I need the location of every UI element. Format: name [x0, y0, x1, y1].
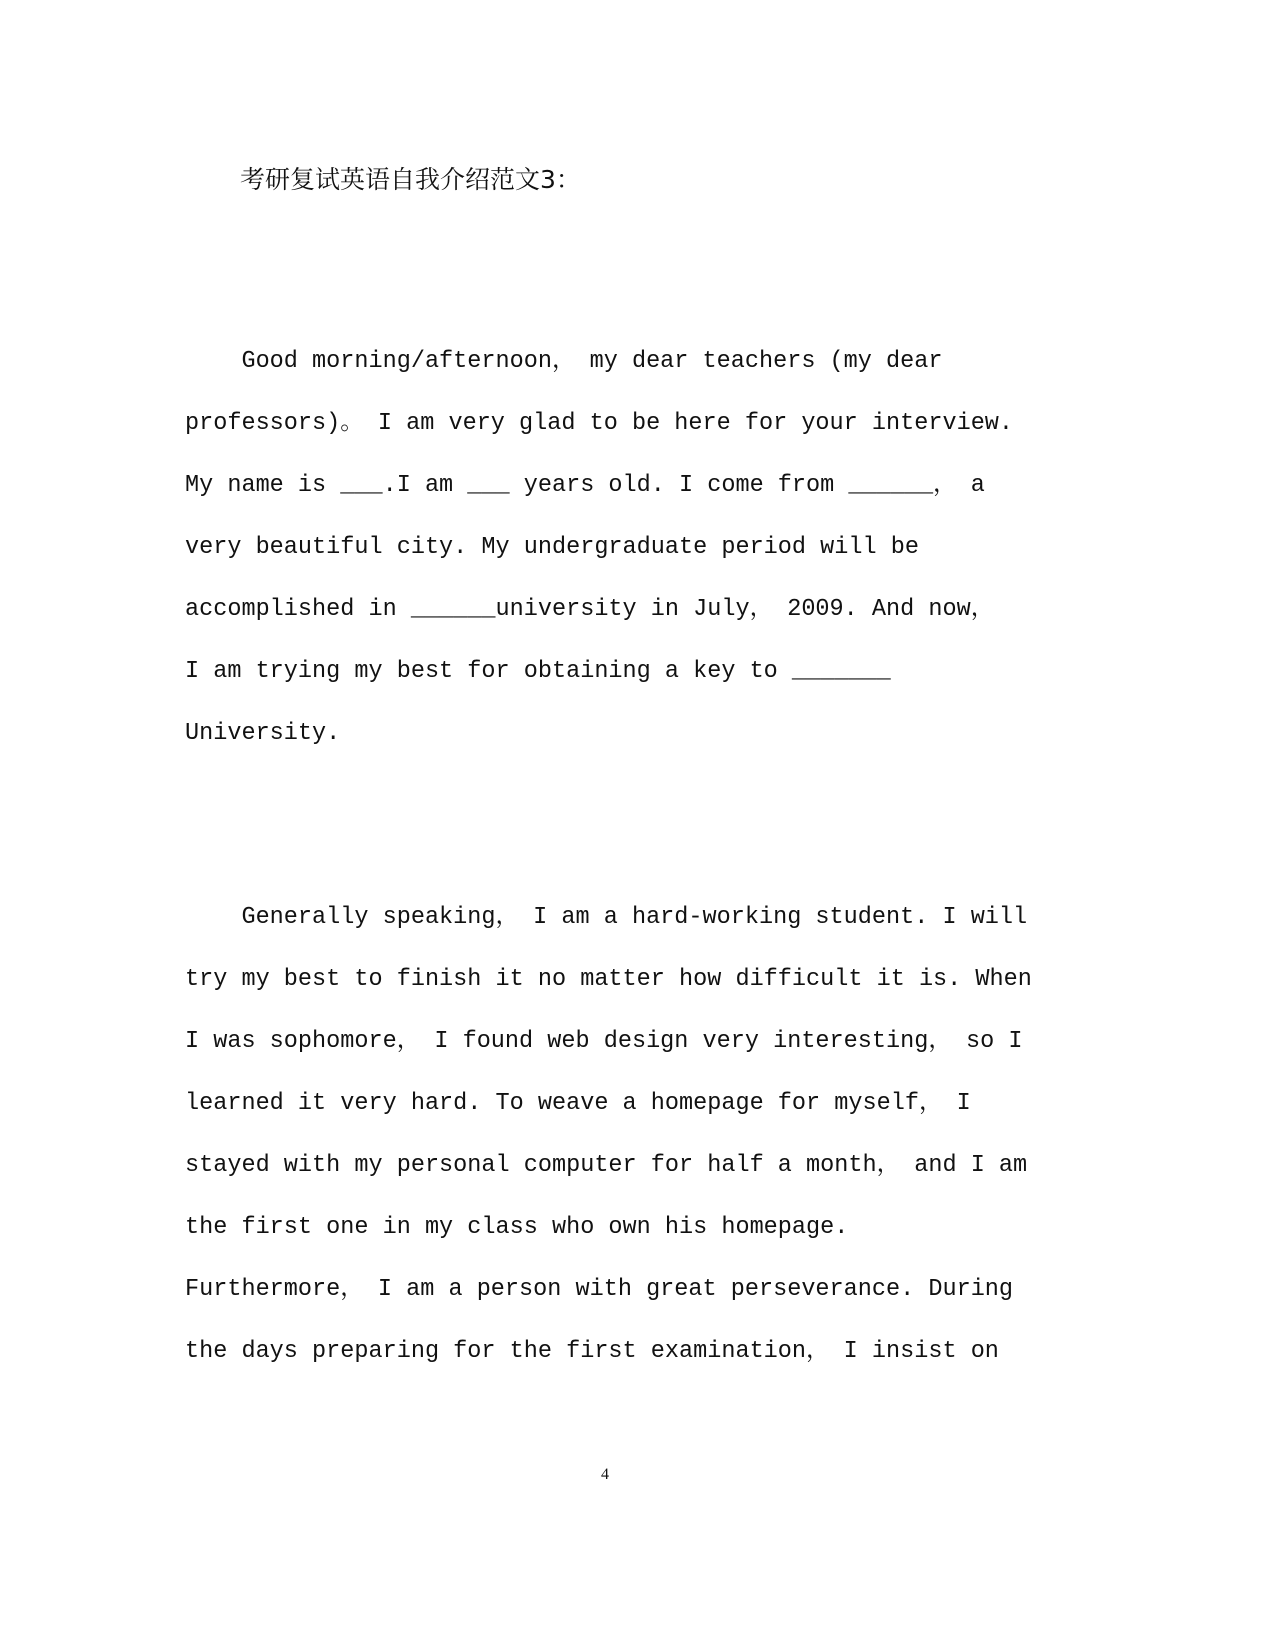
text-line: try my best to finish it no matter how difficult it is. When	[185, 966, 1032, 993]
document-heading: 考研复试英语自我介绍范文3：	[240, 165, 581, 194]
text-line: professors)。 I am very glad to be here for your interview.	[185, 410, 1014, 437]
text-line: Good morning/afternoon， my dear teachers (my dear	[185, 348, 943, 375]
text-line: University.	[185, 720, 341, 747]
text-line: Generally speaking， I am a hard-working student. I will	[185, 904, 1028, 931]
page-number: 4	[601, 1466, 609, 1483]
text-line: I was sophomore， I found web design very interesting， so I	[185, 1028, 1023, 1055]
text-line: stayed with my personal computer for half a month， and I am	[185, 1152, 1028, 1179]
text-line: the first one in my class who own his homepage.	[185, 1214, 849, 1241]
text-line: My name is ___.I am ___ years old. I come from ______， a	[185, 472, 985, 499]
text-line: very beautiful city. My undergraduate period will be	[185, 534, 919, 561]
text-line: the days preparing for the first examination， I insist on	[185, 1338, 999, 1365]
text-line: Furthermore， I am a person with great perseverance. During	[185, 1276, 1014, 1303]
text-line: accomplished in ______university in July， 2009. And now，	[185, 596, 995, 623]
text-line: I am trying my best for obtaining a key to _______	[185, 658, 891, 685]
text-line: learned it very hard. To weave a homepage for myself， I	[185, 1090, 971, 1117]
